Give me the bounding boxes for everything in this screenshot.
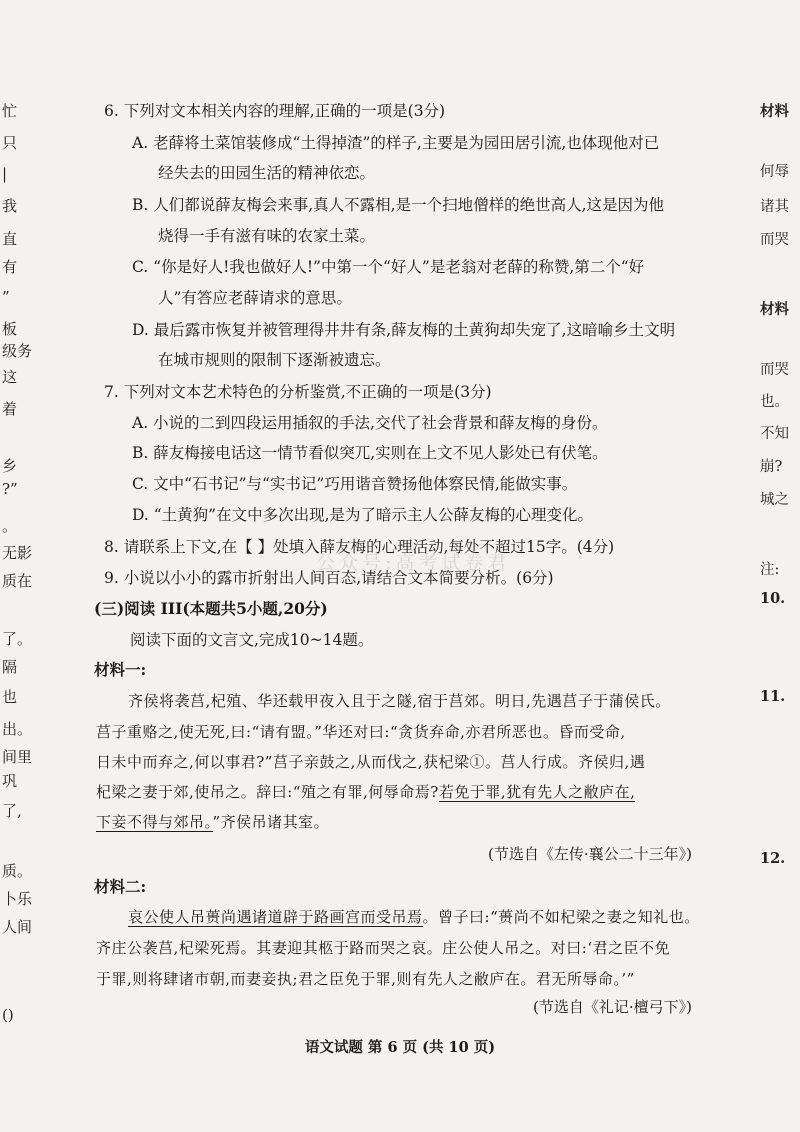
left-margin-fragment: 质在: [2, 572, 33, 590]
material-1-underlined-sentence-a: 若免于罪,犹有先人之敝庐在,: [438, 783, 636, 801]
question-6-option-b-cont: 烧得一手有滋有味的农家土菜。: [158, 227, 376, 245]
section-3-instruction: 阅读下面的文言文,完成10~14题。: [130, 631, 374, 649]
right-margin-fragment: 何辱: [760, 164, 789, 180]
left-margin-fragment: 卜乐: [2, 890, 33, 908]
question-6-option-d-cont: 在城市规则的限制下逐渐被遗忘。: [158, 351, 391, 369]
right-margin-fragment: 城之: [760, 492, 789, 508]
left-margin-fragment: 只: [2, 134, 18, 152]
left-margin-fragment: 这: [2, 368, 18, 386]
material-1-line-3: 日未中而弃之,何以事君?”莒子亲鼓之,从而伐之,获杞梁①。莒人行成。齐侯归,遇: [96, 753, 646, 771]
material-2-line-2: 齐庄公袭莒,杞梁死焉。其妻迎其柩于路而哭之哀。庄公使人吊之。对曰:‘君之臣不免: [96, 939, 671, 957]
page-footer: 语文试题 第 6 页 (共 10 页): [304, 1039, 496, 1056]
material-1-line-4: [96, 781, 635, 802]
right-margin-fragment: 12.: [760, 850, 786, 867]
question-8: 8. 请联系上下文,在【 】处填入薛友梅的心理活动,每处不超过15字。(4分): [104, 538, 615, 556]
question-7-stem: 7. 下列对文本艺术特色的分析鉴赏,不正确的一项是(3分): [104, 383, 492, 401]
right-margin-fragment: 材料: [760, 301, 789, 318]
right-margin-fragment: 而哭: [760, 232, 789, 248]
right-margin-fragment: 崩?: [760, 459, 783, 475]
right-margin-fragment: 11.: [760, 688, 786, 705]
material-2-line-1b: 。曾子曰:“蒉尚不如杞梁之妻之知礼也。: [422, 908, 700, 926]
material-1-line-2: 莒子重赂之,使无死,曰:“请有盟。”华还对曰:“贪货弃命,亦君所恶也。昏而受命,: [96, 723, 626, 741]
material-1-line-4a: 杞梁之妻于郊,使吊之。辞曰:“殖之有罪,何辱命焉?: [96, 783, 439, 801]
left-margin-fragment: 乡: [2, 457, 18, 475]
material-1-line-1: 齐侯将袭莒,杞殖、华还载甲夜入且于之隧,宿于莒郊。明日,先遇莒子于蒲侯氏。: [128, 692, 671, 710]
left-margin-fragment: 巩: [2, 772, 18, 790]
material-2-label: 材料二:: [94, 877, 147, 896]
question-6-option-d: D. 最后露市恢复并被管理得井井有条,薛友梅的土黄狗却失宠了,这暗喻乡土文明: [132, 321, 676, 339]
left-margin-fragment: 隔: [2, 658, 18, 676]
left-margin-fragment: (): [2, 1006, 14, 1024]
left-margin-fragment: 有: [2, 258, 18, 276]
left-margin-fragment: 直: [2, 230, 18, 248]
right-margin-fragment: 注:: [760, 562, 780, 578]
question-6-option-a-cont: 经失去的田园生活的精神依恋。: [158, 164, 376, 182]
left-margin-fragment: 出。: [2, 720, 33, 738]
question-7-option-a: A. 小说的二到四段运用插叙的手法,交代了社会背景和薛友梅的身份。: [132, 414, 608, 432]
left-margin-fragment: 也: [2, 688, 18, 706]
material-2-underlined-sentence: 哀公使人吊蒉尚遇诸道辟于路画宫而受吊焉: [128, 908, 423, 926]
material-2-line-3: 于罪,则将肆诸市朝,而妻妾执;君之臣免于罪,则有先人之敝庐在。君无所辱命。’”: [96, 970, 635, 988]
right-margin-fragment: 诸其: [760, 199, 789, 215]
question-6-option-c: C. “你是好人!我也做好人!”中第一个“好人”是老翁对老薛的称赞,第二个“好: [132, 258, 645, 276]
section-3-heading: (三)阅读 III(本题共5小题,20分): [94, 599, 328, 618]
left-margin-fragment: 着: [2, 400, 18, 418]
right-margin-fragment: 而哭: [760, 362, 789, 378]
material-2-line-1: [128, 906, 700, 927]
watermark: 公众号:高考试卷君: [316, 552, 511, 574]
left-margin-fragment: 质。: [2, 862, 33, 880]
question-6-option-c-cont: 人”有答应老薛请求的意思。: [158, 289, 352, 307]
left-margin-fragment: 级务: [2, 342, 33, 360]
left-margin-fragment: 忙: [2, 102, 18, 120]
question-7-option-b: B. 薛友梅接电话这一情节看似突兀,实则在上文不见人影处已有伏笔。: [132, 444, 608, 462]
left-margin-fragment: 了,: [2, 802, 22, 820]
left-margin-fragment: 板: [2, 320, 18, 338]
left-margin-fragment: 我: [2, 197, 18, 215]
right-margin-fragment: 不知: [760, 426, 789, 442]
material-1-line-5b: ”齐侯吊诸其室。: [212, 813, 330, 831]
left-margin-fragment: 间里: [2, 748, 33, 766]
question-6-option-a: A. 老薛将土菜馆装修成“土得掉渣”的样子,主要是为园田居引流,也体现他对已: [132, 134, 660, 152]
material-1-source: (节选自《左传·襄公二十三年》): [488, 845, 692, 863]
right-margin-fragment: 10.: [760, 590, 786, 607]
question-7-option-c: C. 文中“石书记”与“实书记”巧用谐音赞扬他体察民情,能做实事。: [132, 475, 578, 493]
material-1-underlined-sentence-b: 下妾不得与郊吊。: [96, 813, 213, 831]
question-6-stem: 6. 下列对文本相关内容的理解,正确的一项是(3分): [104, 102, 446, 120]
material-1-label: 材料一:: [94, 660, 147, 679]
left-margin-fragment: |: [2, 165, 8, 183]
left-margin-fragment: 。: [2, 517, 18, 535]
left-margin-fragment: ”: [2, 288, 10, 306]
question-9: 9. 小说以小小的露市折射出人间百态,请结合文本简要分析。(6分): [104, 569, 554, 587]
right-margin-fragment: 材料: [760, 103, 789, 120]
question-6-option-b: B. 人们都说薛友梅会来事,真人不露相,是一个扫地僧样的绝世高人,这是因为他: [132, 196, 665, 214]
material-2-source: (节选自《礼记·檀弓下》): [533, 998, 692, 1016]
material-1-line-5: [96, 811, 329, 832]
left-margin-fragment: 人间: [2, 918, 33, 936]
right-margin-fragment: 也。: [760, 394, 789, 410]
left-margin-fragment: ?”: [2, 480, 18, 498]
left-margin-fragment: 无影: [2, 544, 33, 562]
left-margin-fragment: 了。: [2, 630, 33, 648]
question-7-option-d: D. “土黄狗”在文中多次出现,是为了暗示主人公薛友梅的心理变化。: [132, 506, 594, 524]
